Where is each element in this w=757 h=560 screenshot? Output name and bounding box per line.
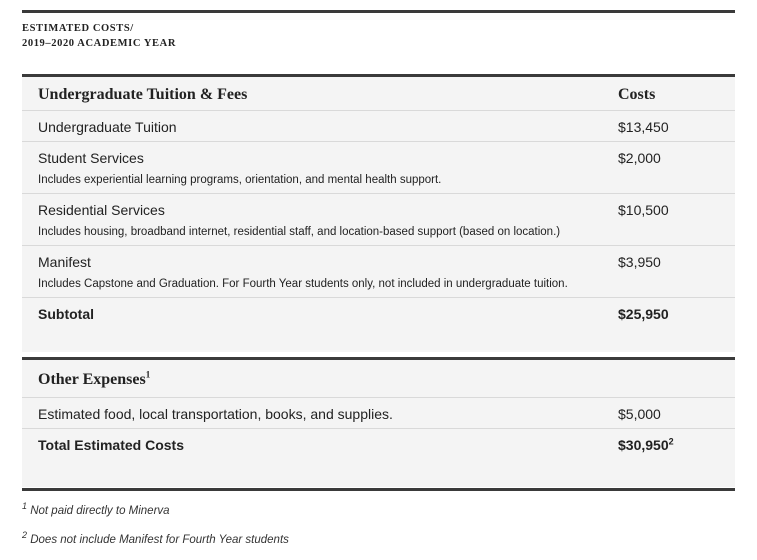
row-label: Estimated food, local transportation, books, and supplies.	[38, 406, 393, 422]
table-row	[22, 398, 735, 429]
total-amount: $30,950	[618, 437, 669, 453]
costs-column-header: Costs	[618, 86, 656, 103]
row-cost: $3,950	[618, 254, 661, 270]
total-row	[22, 429, 735, 479]
subtotal-label: Subtotal	[38, 306, 94, 322]
table-header-row	[22, 360, 735, 398]
section-title-undergraduate: Undergraduate Tuition & Fees	[38, 86, 248, 103]
row-label: Student Services	[38, 150, 144, 166]
row-label: Residential Services	[38, 202, 165, 218]
row-label: Undergraduate Tuition	[38, 119, 177, 135]
total-label: Total Estimated Costs	[38, 437, 184, 453]
row-cost: $5,000	[618, 406, 661, 422]
section-title-text: Other Expenses	[38, 371, 146, 388]
footnote-text: Not paid directly to Minerva	[30, 505, 170, 517]
footnote-marker: 1	[145, 369, 151, 380]
subtotal-row	[22, 298, 735, 348]
table-row	[22, 194, 735, 246]
row-cost: $13,450	[618, 119, 669, 135]
section-title-other-expenses	[38, 371, 150, 389]
page-heading-line-2: 2019–2020 ACADEMIC YEAR	[22, 38, 176, 49]
table-row	[22, 246, 735, 298]
top-divider	[22, 10, 735, 13]
row-label: Manifest	[38, 254, 91, 270]
total-value	[618, 437, 674, 453]
table-row	[22, 111, 735, 142]
row-note: Includes Capstone and Graduation. For Fourth Year students only, not included in undergraduate tuition.	[38, 278, 568, 290]
page-heading-line-1: ESTIMATED COSTS/	[22, 23, 134, 34]
table-row	[22, 142, 735, 194]
footnote-mark: 1	[22, 501, 28, 512]
row-cost: $10,500	[618, 202, 669, 218]
bottom-divider	[22, 488, 735, 491]
footnote-marker: 2	[668, 436, 674, 447]
footnote-text: Does not include Manifest for Fourth Year students	[30, 534, 289, 546]
footnote-1	[22, 501, 170, 517]
subtotal-value: $25,950	[618, 306, 669, 322]
footnote-mark: 2	[22, 530, 28, 541]
footnote-2	[22, 530, 289, 546]
other-expenses-table	[22, 357, 735, 487]
undergraduate-costs-table	[22, 74, 735, 352]
row-note: Includes housing, broadband internet, residential staff, and location-based support (based on location.)	[38, 226, 561, 238]
row-cost: $2,000	[618, 150, 661, 166]
row-note: Includes experiential learning programs, orientation, and mental health support.	[38, 174, 442, 186]
table-header-row	[22, 77, 735, 111]
